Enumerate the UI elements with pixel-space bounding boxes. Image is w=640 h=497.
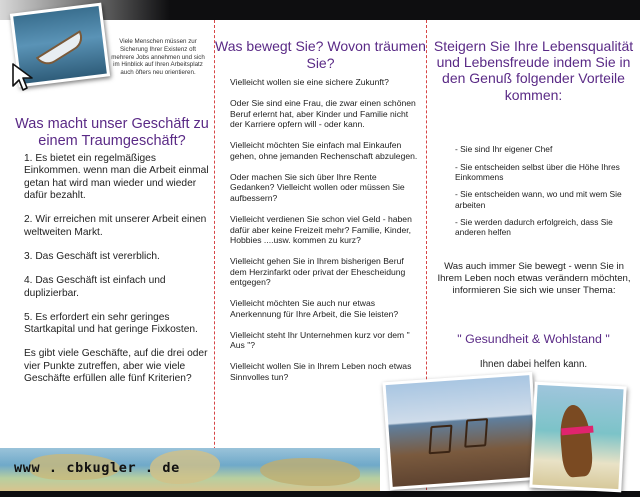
criteria-item: 3. Das Geschäft ist vererblich. (24, 251, 160, 263)
column-left (0, 0, 214, 497)
criteria-item: 4. Das Geschäft ist einfach und duplizierbar. (24, 275, 166, 299)
question-item: Vielleicht gehen Sie in Ihrem bisherigen Beruf dem Herzinfarkt oder privat der Ehescheidung entgegen? (230, 256, 406, 288)
mouse-cursor-icon (10, 62, 36, 92)
criteria-summary: Es gibt viele Geschäfte, auf die drei oder vier Punkte zutreffen, aber wie viele Geschäfte erfüllen alle fünf Kriterien? (24, 348, 208, 385)
question-item: Vielleicht möchten Sie auch nur etwas Anerkennung für Ihre Arbeit, die Sie leisten? (230, 298, 399, 319)
question-item: Vielleicht verdienen Sie schon viel Geld - haben dafür aber keine Freizeit mehr? Familie, Kinder, Hobbies ....usw. kommen zu kurz? (230, 213, 412, 246)
question-item: Vielleicht steht Ihr Unternehmen kurz vor dem " Aus "? (230, 329, 410, 351)
section-heading: Steigern Sie Ihre Lebensqualität und Lebensfreude indem Sie in den Genuß folgender Vorteile kommen: (433, 38, 634, 103)
section-heading: Was macht unser Geschäft zu einem Traumgeschäft? (15, 116, 209, 149)
benefit-item: - Sie entscheiden selbst über die Höhe Ihres Einkommens (455, 161, 620, 182)
closing-text: Was auch immer Sie bewegt - wenn Sie in Ihrem Leben noch etwas verändern möchten, informieren Sie sich wie unser Thema: (437, 261, 631, 296)
criteria-item: 1. Es bietet ein regelmäßiges Einkommen. wenn man die Arbeit einmal getan hat wird man wieder und wieder dafür bezahlt. (24, 153, 209, 202)
question-item: Oder machen Sie sich über Ihre Rente Gedanken? Vielleicht wollen oder müssen Sie aufbessern? (230, 171, 405, 203)
benefit-item: - Sie entscheiden wann, wo und mit wem Sie arbeiten (455, 189, 622, 210)
criteria-list (24, 153, 214, 386)
question-item: Vielleicht wollen sie eine sichere Zukunft? (230, 77, 389, 87)
section-heading: Was bewegt Sie? Wovon träumen Sie? (215, 38, 426, 71)
benefits-list (455, 144, 637, 245)
benefit-item: - Sie werden dadurch erfolgreich, dass Sie anderen helfen (455, 217, 613, 238)
slogan: " Gesundheit & Wohlstand " (457, 332, 610, 346)
question-item: Oder Sie sind eine Frau, die zwar einen schönen Beruf erlernt hat, aber Kinder und Familie nicht der Karriere opfern will - oder kann. (230, 97, 416, 130)
help-text: Ihnen dabei helfen kann. (479, 359, 588, 370)
beach-boat-photo (529, 382, 626, 493)
criteria-item: 5. Es erfordert ein sehr geringes Startkapital und hat geringe Fixkosten. (24, 311, 198, 336)
question-item: Vielleicht wollen Sie in Ihrem Leben noch etwas Sinnvolles tun? (230, 361, 412, 382)
deck-chairs-photo (382, 372, 539, 490)
questions-list (230, 77, 420, 393)
question-item: Vielleicht möchten Sie einfach mal Einkaufen gehen, ohne jemanden Rechenschaft abzulegen. (230, 140, 418, 161)
intro-text: Viele Menschen müssen zur Sicherung Ihrer Existenz oft mehrere Jobs annehmen und sich im Hinblick auf Ihren Arbeitsplatz auch öfters neu orientieren. (111, 38, 205, 77)
benefit-item: - Sie sind Ihr eigener Chef (455, 144, 553, 154)
website-url[interactable]: www . cbkugler . de (14, 460, 180, 476)
criteria-item: 2. Wir erreichen mit unserer Arbeit einen weltweiten Markt. (24, 214, 207, 238)
